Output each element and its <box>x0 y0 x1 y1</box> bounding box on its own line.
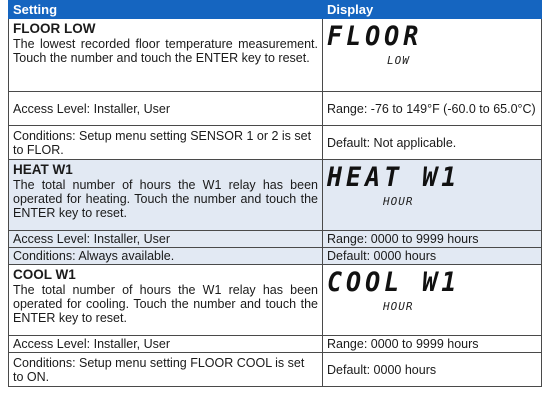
access-row <box>9 336 542 353</box>
lcd-sub-text: LOW <box>387 54 410 67</box>
header-display: Display <box>323 1 542 19</box>
table-header-row <box>9 1 542 19</box>
header-setting: Setting <box>9 1 323 19</box>
setting-cell <box>9 160 323 231</box>
display-cell <box>323 19 542 92</box>
setting-title: FLOOR LOW <box>13 21 96 36</box>
setting-title: HEAT W1 <box>13 162 73 177</box>
lcd-sub-text: HOUR <box>383 300 414 313</box>
range: Range: 0000 to 9999 hours <box>323 231 542 248</box>
settings-table <box>8 0 542 387</box>
conditions: Conditions: Setup menu setting SENSOR 1 or 2 is set to FLOR. <box>9 126 323 160</box>
setting-description: The total number of hours the W1 relay has been operated for cooling. Touch the number and touch the ENTER key to reset. <box>13 283 318 325</box>
lcd-main-text: FLOOR <box>327 20 423 52</box>
conditions: Conditions: Always available. <box>9 248 323 265</box>
default-value: Default: 0000 hours <box>323 248 542 265</box>
display-cell <box>323 160 542 231</box>
display-cell <box>323 265 542 336</box>
access-row <box>9 92 542 126</box>
range: Range: 0000 to 9999 hours <box>323 336 542 353</box>
setting-title: COOL W1 <box>13 267 76 282</box>
conditions-row <box>9 126 542 160</box>
conditions-row <box>9 353 542 387</box>
lcd-sub-text: HOUR <box>383 195 414 208</box>
access-level: Access Level: Installer, User <box>9 92 323 126</box>
default-value: Default: 0000 hours <box>323 353 542 387</box>
setting-row-cool-w1 <box>9 265 542 336</box>
access-level: Access Level: Installer, User <box>9 336 323 353</box>
range: Range: -76 to 149°F (-60.0 to 65.0°C) <box>323 92 542 126</box>
lcd-main-text: HEAT W1 <box>327 161 461 193</box>
conditions-row <box>9 248 542 265</box>
setting-description: The total number of hours the W1 relay has been operated for heating. Touch the number and touch the ENTER key to reset. <box>13 178 318 220</box>
settings-table-container <box>8 0 541 387</box>
access-row <box>9 231 542 248</box>
setting-cell <box>9 19 323 92</box>
setting-description: The lowest recorded floor temperature measurement. Touch the number and touch the ENTER key to reset. <box>13 37 318 65</box>
lcd-main-text: COOL W1 <box>327 266 461 298</box>
setting-cell <box>9 265 323 336</box>
conditions: Conditions: Setup menu setting FLOOR COOL is set to ON. <box>9 353 323 387</box>
access-level: Access Level: Installer, User <box>9 231 323 248</box>
default-value: Default: Not applicable. <box>323 126 542 160</box>
setting-row-heat-w1 <box>9 160 542 231</box>
setting-row-floor-low <box>9 19 542 92</box>
